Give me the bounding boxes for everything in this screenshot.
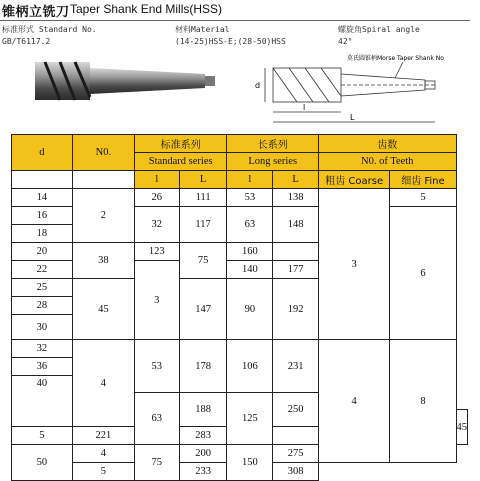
long-l-cell: 106 — [227, 340, 273, 393]
d-cell: 22 — [12, 261, 73, 279]
long-L-cell: 160 — [227, 243, 273, 261]
d-cell: 28 — [12, 297, 73, 315]
standard-value: GB/T6117.2 — [2, 37, 51, 46]
std-L-cell: 221 — [72, 427, 134, 445]
material-value: (14-25)HSS-E;(28-50)HSS — [175, 37, 286, 46]
no-cell: 5 — [72, 463, 134, 481]
std-l-cell: 38 — [72, 243, 134, 279]
no-cell: 4 — [72, 340, 134, 427]
d-cell: 16 — [12, 207, 73, 225]
long-l-cell: 75 — [179, 243, 227, 279]
std-l-cell: 75 — [134, 445, 179, 481]
long-l-cell: 53 — [227, 189, 273, 207]
shank-callout-label: 莫氏圆锥柄Morse Taper Shank No — [347, 55, 444, 62]
std-L-cell: 140 — [227, 261, 273, 279]
dimension-L-label: L — [350, 113, 355, 122]
header-long-zh: 长系列 — [227, 135, 318, 153]
long-L-cell: 308 — [273, 463, 319, 481]
fine-cell: 8 — [390, 340, 456, 463]
dimension-l-label: l — [303, 103, 306, 112]
no-cell: 3 — [134, 261, 179, 340]
long-l-cell: 125 — [227, 393, 273, 445]
specification-table — [11, 134, 468, 481]
d-cell: 18 — [12, 225, 73, 243]
subheader-std-l: l — [134, 171, 179, 189]
long-L-cell: 283 — [179, 427, 227, 445]
helix-value: 42° — [338, 37, 353, 46]
long-L-cell: 148 — [273, 207, 319, 243]
fine-cell: 5 — [390, 189, 456, 207]
header-d: d — [12, 135, 73, 171]
page-title-en: Taper Shank End Mills(HSS) — [70, 2, 223, 16]
d-cell: 30 — [12, 315, 73, 340]
subheader-blank — [12, 171, 73, 189]
d-cell: 40 — [12, 376, 73, 427]
std-L-cell: 178 — [179, 340, 227, 393]
no-cell: 4 — [72, 445, 134, 463]
long-l-cell: 63 — [227, 207, 273, 243]
d-cell: 45 — [456, 410, 468, 445]
std-L-cell: 111 — [179, 189, 227, 207]
header-teeth-en: N0. of Teeth — [318, 153, 456, 171]
long-l-cell: 90 — [227, 279, 273, 340]
subheader-long-L: L — [273, 171, 319, 189]
subheader-long-l: l — [227, 171, 273, 189]
coarse-cell: 3 — [318, 189, 389, 340]
subheader-fine: 细齿 Fine — [390, 171, 456, 189]
long-L-cell: 177 — [273, 261, 319, 279]
long-l-cell: 150 — [227, 445, 273, 481]
header-teeth-zh: 齿数 — [318, 135, 456, 153]
long-L-cell: 275 — [273, 445, 319, 463]
header-standard-zh: 标准系列 — [134, 135, 227, 153]
std-L-cell: 147 — [179, 279, 227, 340]
helix-label: 螺旋角Spiral angle — [338, 25, 420, 34]
std-L-cell: 200 — [179, 445, 227, 463]
std-L-cell: 188 — [179, 393, 227, 427]
end-mill-illustration — [5, 52, 475, 132]
long-L-cell: 138 — [273, 189, 319, 207]
d-cell: 36 — [12, 358, 73, 376]
header-no: N0. — [72, 135, 134, 171]
std-l-cell: 53 — [134, 340, 179, 393]
std-l-cell: 63 — [134, 393, 179, 445]
coarse-cell: 4 — [318, 340, 389, 463]
d-cell: 32 — [12, 340, 73, 358]
std-L-cell: 233 — [179, 463, 227, 481]
header-long-en: Long series — [227, 153, 318, 171]
no-cell: 5 — [12, 427, 73, 445]
dimension-d-label: d — [255, 81, 261, 90]
title-divider — [0, 20, 470, 21]
std-l-cell: 32 — [134, 207, 179, 243]
d-cell: 20 — [12, 243, 73, 261]
material-label: 材料Material — [175, 25, 230, 34]
subheader-std-L: L — [179, 171, 227, 189]
long-L-cell: 231 — [273, 340, 319, 393]
std-l-cell: 26 — [134, 189, 179, 207]
page-title-zh: 锥柄立铣刀 — [2, 5, 70, 20]
d-cell: 50 — [12, 445, 73, 481]
long-L-cell: 192 — [273, 279, 319, 340]
subheader-blank — [72, 171, 134, 189]
long-L-cell: 250 — [273, 393, 319, 427]
std-L-cell: 117 — [179, 207, 227, 243]
header-standard-en: Standard series — [134, 153, 227, 171]
std-L-cell: 123 — [134, 243, 179, 261]
d-cell: 25 — [12, 279, 73, 297]
standard-label: 标准形式 Standard No. — [2, 25, 97, 34]
subheader-coarse: 粗齿 Coarse — [318, 171, 389, 189]
fine-cell: 6 — [390, 207, 456, 340]
d-cell: 14 — [12, 189, 73, 207]
end-mill-photo — [35, 62, 215, 100]
no-cell: 2 — [72, 189, 134, 243]
std-l-cell: 45 — [72, 279, 134, 340]
